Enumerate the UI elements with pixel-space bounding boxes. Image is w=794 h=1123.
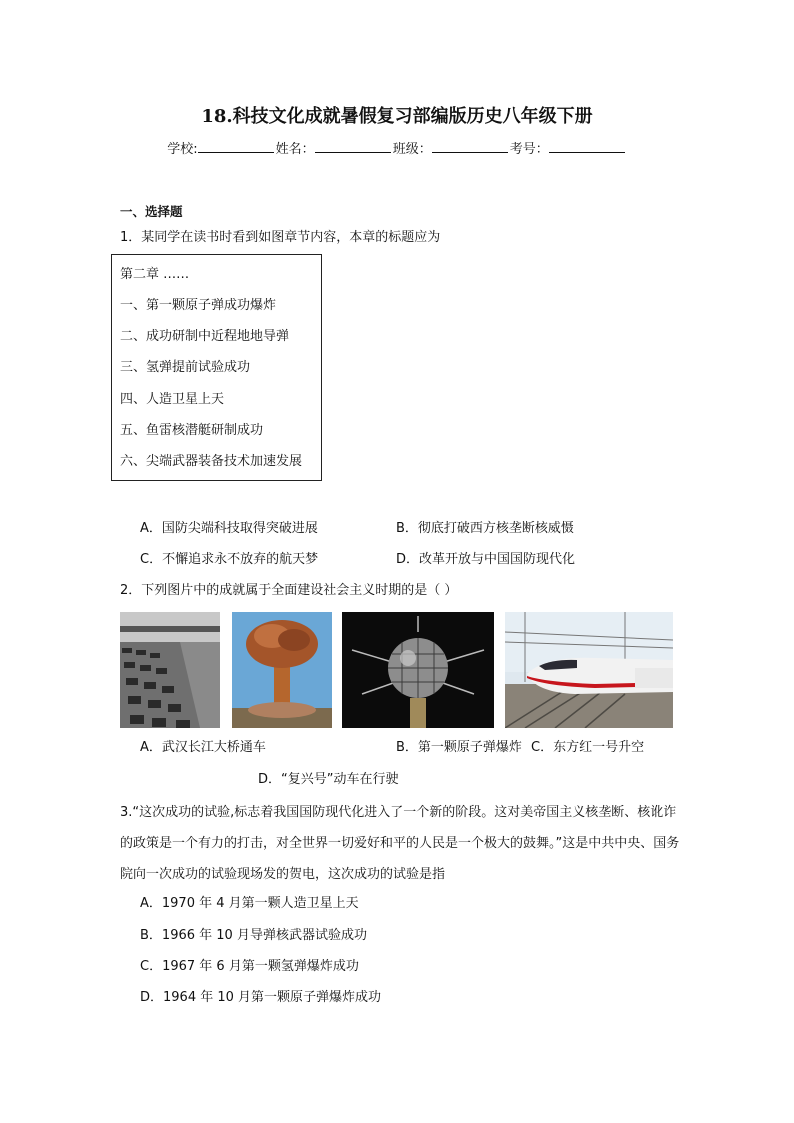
section-heading: 一、选择题 bbox=[120, 204, 183, 219]
page-title: 18.科技文化成就暑假复习部编版历史八年级下册 bbox=[201, 106, 593, 127]
q1-option-d[interactable]: D．改革开放与中国国防现代化 bbox=[396, 552, 576, 567]
student-info-line bbox=[0, 138, 794, 160]
bridge-photo bbox=[120, 612, 220, 728]
class-label: 班级： bbox=[392, 142, 432, 157]
q3-option-c[interactable]: C．1967 年 6 月第一颗氢弹爆炸成功 bbox=[140, 959, 359, 974]
chapter-line: 四、人造卫星上天 bbox=[120, 392, 225, 407]
name-label: 姓名： bbox=[275, 142, 315, 157]
q1-option-b[interactable]: B．彻底打破西方核垄断核威慑 bbox=[396, 521, 574, 536]
chapter-line: 六、尖端武器装备技术加速发展 bbox=[120, 454, 303, 469]
mushroom-cloud-photo bbox=[232, 612, 332, 728]
school-blank[interactable] bbox=[198, 138, 274, 153]
chapter-line: 五、鱼雷核潜艇研制成功 bbox=[120, 423, 264, 438]
exam-number-blank[interactable] bbox=[549, 138, 625, 153]
q3-option-a[interactable]: A．1970 年 4 月第一颗人造卫星上天 bbox=[140, 896, 359, 911]
high-speed-train-photo bbox=[505, 612, 673, 728]
satellite-photo bbox=[342, 612, 494, 728]
chapter-contents-box bbox=[111, 254, 322, 481]
q1-option-c[interactable]: C．不懈追求永不放弃的航天梦 bbox=[140, 552, 319, 567]
chapter-line: 第二章 …… bbox=[120, 267, 190, 282]
chapter-line: 一、第一颗原子弹成功爆炸 bbox=[120, 298, 277, 313]
exam-number-label: 考号： bbox=[509, 142, 549, 157]
question-3-stem: 3.“这次成功的试验,标志着我国国防现代化进入了一个新的阶段。这对美帝国主义核垄断、核讹诈的政策是一个有力的打击，对全世界一切爱好和平的人民是一个极大的鼓舞。”这是中共中央、国务院向一次成功的试验现场发的贺电，这次成功的试验是指 bbox=[120, 805, 680, 882]
q2-option-b[interactable]: B．第一颗原子弹爆炸 bbox=[396, 740, 522, 755]
q3-option-b[interactable]: B．1966 年 10 月导弹核武器试验成功 bbox=[140, 928, 367, 943]
chapter-line: 三、氢弹提前试验成功 bbox=[120, 360, 251, 375]
class-blank[interactable] bbox=[432, 138, 508, 153]
school-label: 学校: bbox=[167, 142, 198, 157]
chapter-line: 二、成功研制中近程地地导弹 bbox=[120, 329, 290, 344]
q2-option-c[interactable]: C．东方红一号升空 bbox=[531, 740, 645, 755]
question-1-stem: 1．某同学在读书时看到如图章节内容，本章的标题应为 bbox=[120, 230, 441, 245]
name-blank[interactable] bbox=[315, 138, 391, 153]
question-2-stem: 2．下列图片中的成就属于全面建设社会主义时期的是（ ） bbox=[120, 583, 458, 598]
q2-option-d[interactable]: D．“复兴号”动车在行驶 bbox=[258, 772, 399, 787]
q3-option-d[interactable]: D．1964 年 10 月第一颗原子弹爆炸成功 bbox=[140, 990, 382, 1005]
q2-option-a[interactable]: A．武汉长江大桥通车 bbox=[140, 740, 266, 755]
q1-option-a[interactable]: A．国防尖端科技取得突破进展 bbox=[140, 521, 318, 536]
